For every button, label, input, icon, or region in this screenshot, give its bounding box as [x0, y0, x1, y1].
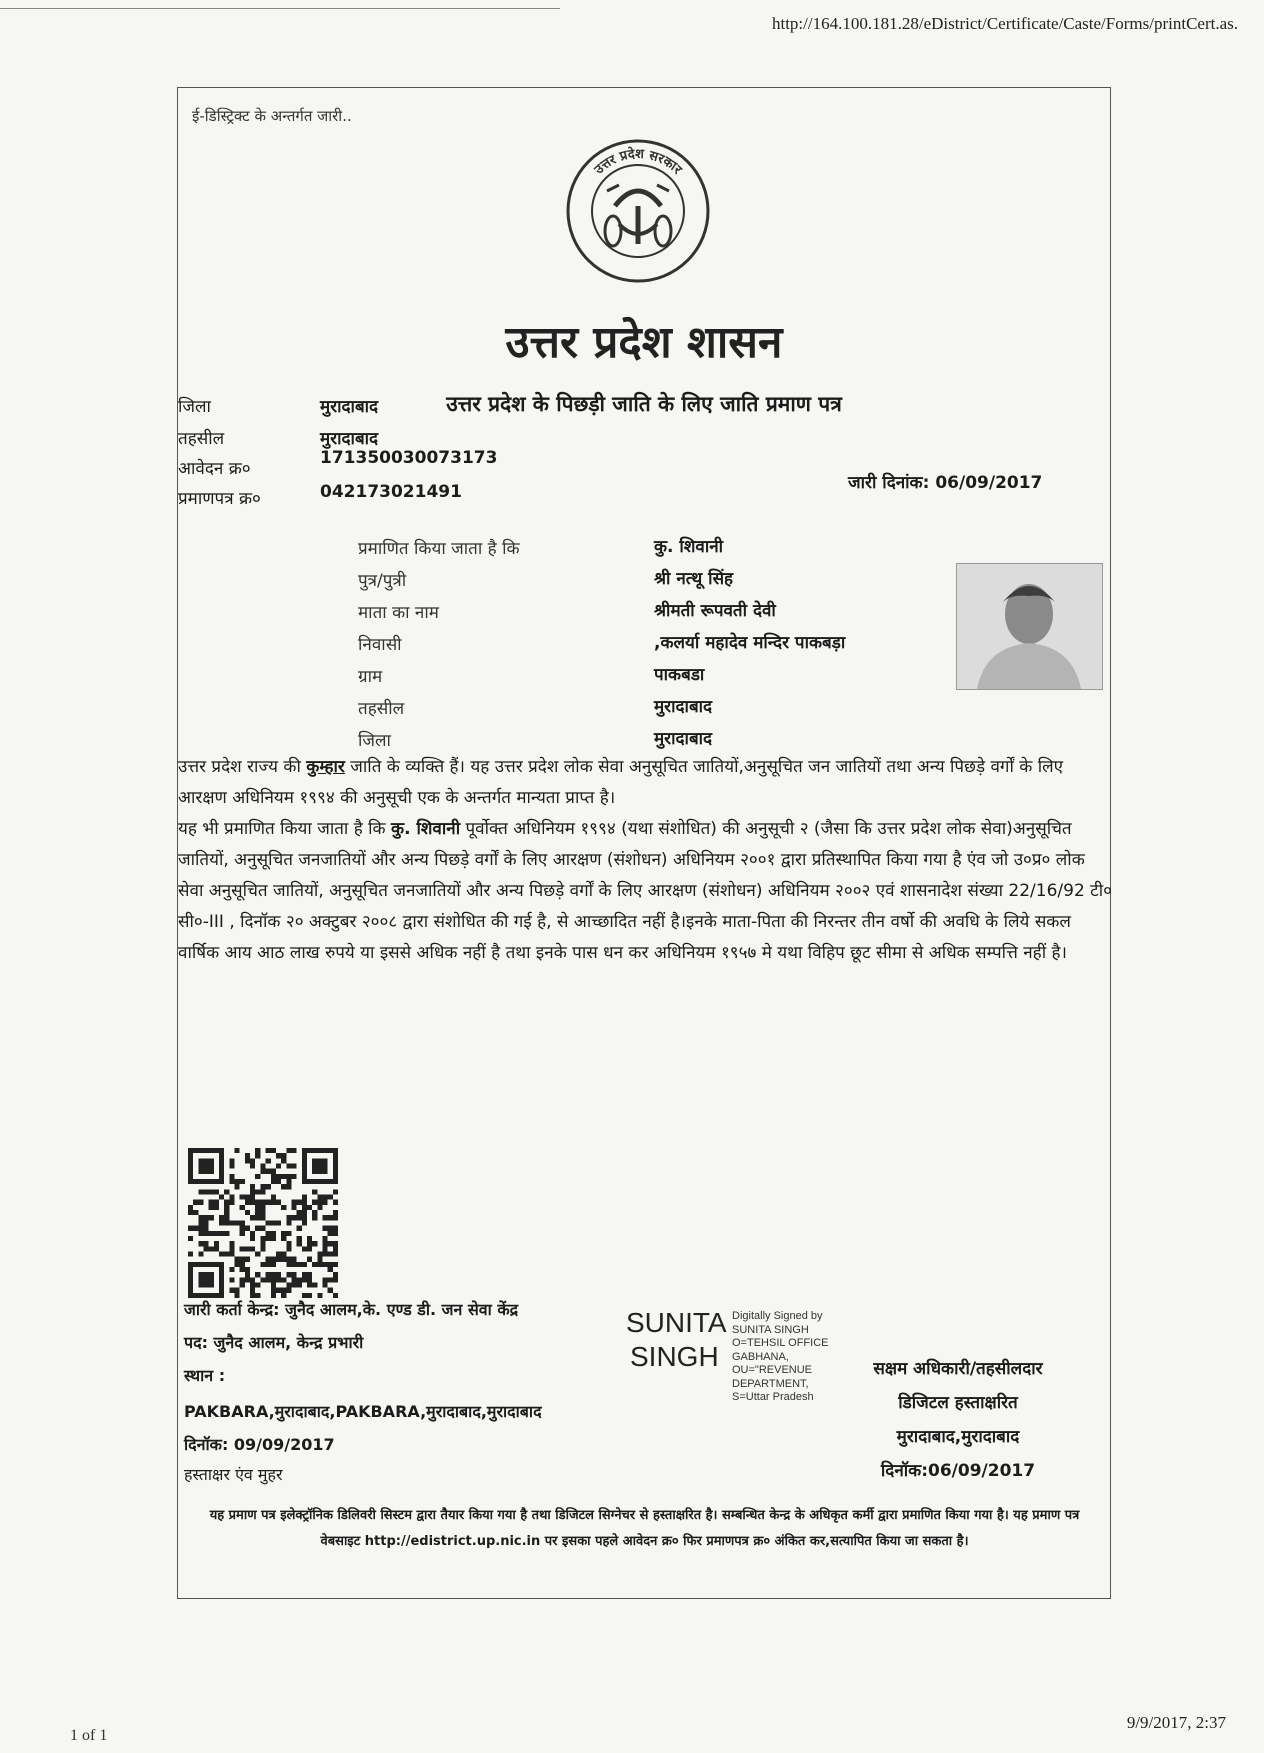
applicant-tehsil-value: मुरादाबाद	[654, 697, 713, 717]
officer-title: सक्षम अधिकारी/तहसीलदार	[873, 1359, 1043, 1379]
digital-signature-name: SUNITA SINGH	[626, 1307, 727, 1372]
caste-paragraph: उत्तर प्रदेश राज्य की कुम्हार जाति के व्यक्ति हैं। यह उत्तर प्रदेश लोक सेवा अनुसूचित जातियों,अनुसूचित जन जातियों तथा अन्य पिछड़े वर्गों के लिए आरक्षण अधिनियम १९९४ की अनुसूची एक के अन्तर्गत मान्यता प्राप्त है।	[178, 757, 1064, 808]
digital-signature-details: Digitally Signed by SUNITA SINGH O=TEHSIL OFFICE GABHANA, OU="REVENUE DEPARTMENT, S=Uttar Pradesh	[732, 1310, 829, 1403]
certificate-no-value: 042173021491	[320, 482, 462, 502]
tehsil-value: मुरादाबाद	[320, 429, 379, 449]
issuer-date: दिनॉक: 09/09/2017	[184, 1435, 335, 1454]
emblem-text: उत्तर प्रदेश सरकार	[591, 146, 685, 178]
applicant-photo	[956, 563, 1103, 690]
mother-name: श्रीमती रूपवती देवी	[654, 601, 776, 621]
certification-paragraph: यह भी प्रमाणित किया जाता है कि कु. शिवानी पूर्वोक्त अधिनियम १९९४ (यथा संशोधित) की अनुसूची २ (जैसा कि उत्तर प्रदेश लोक सेवा)अनुसूचित जातियों, अनुसूचित जनजातियों और अन्य पिछड़े वर्गों के लिए आरक्षण (संशोधन) अधिनियम २००१ द्वारा प्रतिस्थापित किया गया है एंव जो उ०प्र० लोक सेवा अनुसूचित जातियों, अनुसूचित जनजातियों और अन्य पिछड़े वर्गों के लिए आरक्षण (संशोधन) अधिनियम २००२ एवं शासनादेश संख्या 22/16/92 टी० सी०-III , दिनॉक २० अक्टुबर २००८ द्वारा संशोधित की गई है, से आच्छादित नहीं है।इनके माता-पिता की निरन्तर तीन वर्षो की अवधि के लिये सकल वार्षिक आय आठ लाख रुपये या इससे अधिक नहीं है तथा इनके पास धन कर अधिनियम १९५७ मे यथा विहिप छूट सीमा से अधिक सम्पत्ति नहीं है।	[178, 819, 1112, 963]
sign-seal-label: हस्ताक्षर एंव मुहर	[184, 1465, 283, 1484]
top-rule	[0, 8, 560, 9]
resident-label: निवासी	[358, 635, 402, 655]
village-value: पाकबडा	[654, 665, 705, 685]
issuing-centre: जारी कर्ता केन्द्र: जुनैद आलम,के. एण्ड डी. जन सेवा केंद्र	[184, 1300, 519, 1319]
certificate-no-label: प्रमाणपत्र क्र०	[178, 489, 261, 509]
qr-code	[188, 1148, 338, 1298]
applicant-district-label: जिला	[358, 731, 391, 751]
certificate	[177, 87, 1111, 1599]
father-name: श्री नत्थू सिंह	[654, 569, 734, 589]
tehsil-label: तहसील	[178, 429, 225, 449]
application-no-value: 171350030073173	[320, 448, 498, 468]
district-value: मुरादाबाद	[320, 397, 379, 417]
officer-signed: डिजिटल हस्ताक्षरित	[898, 1393, 1018, 1413]
applicant-district-value: मुरादाबाद	[654, 729, 713, 749]
certificate-subtitle: उत्तर प्रदेश के पिछड़ी जाति के लिए जाति प्रमाण पत्र	[446, 392, 842, 416]
issue-date: जारी दिनांक: 06/09/2017	[848, 473, 1043, 493]
applicant-name: कु. शिवानी	[654, 537, 724, 557]
up-emblem-icon	[563, 136, 713, 286]
resident-value: ,कलर्या महादेव मन्दिर पाकबड़ा	[654, 633, 846, 653]
edistrict-note: ई-डिस्ट्रिक्ट के अन्तर्गत जारी..	[192, 107, 352, 125]
mother-label: माता का नाम	[358, 603, 439, 623]
verification-note: यह प्रमाण पत्र इलेक्ट्रॉनिक डिलिवरी सिस्टम द्वारा तैयार किया गया है तथा डिजिटल सिग्नेचर से हस्ताक्षरित है। सम्बन्धित केन्द्र के अधिकृत कर्मी द्वारा प्रमाणित किया गया है। यह प्रमाण पत्र वेबसाइट http://edistrict.up.nic.in पर इसका पहले आवेदन क्र० फिर प्रमाणपत्र क्र० अंकित कर,सत्यापित किया जा सकता है।	[209, 1508, 1080, 1549]
officer-date: दिनॉक:06/09/2017	[880, 1461, 1036, 1481]
officer-place: मुरादाबाद,मुरादाबाद	[896, 1427, 1020, 1447]
place-label: स्थान :	[184, 1366, 226, 1385]
applicant-tehsil-label: तहसील	[358, 699, 405, 719]
district-label: जिला	[178, 397, 211, 417]
parent-label: पुत्र/पुत्री	[358, 571, 407, 591]
person-photo-icon	[957, 564, 1102, 689]
issuer-post: पद: जुनैद आलम, केन्द्र प्रभारी	[184, 1333, 364, 1352]
page-url: http://164.100.181.28/eDistrict/Certificate/Caste/Forms/printCert.as.	[771, 14, 1238, 33]
certificate-title: उत्तर प्रदेश शासन	[505, 317, 783, 368]
certified-label: प्रमाणित किया जाता है कि	[358, 539, 520, 559]
application-no-label: आवेदन क्र०	[178, 459, 251, 479]
caste-name: कुम्हार	[306, 757, 345, 777]
para-applicant-name: कु. शिवानी	[391, 819, 461, 839]
print-timestamp: 9/9/2017, 2:37	[1126, 1713, 1226, 1732]
page-count: 1 of 1	[70, 1727, 108, 1744]
village-label: ग्राम	[358, 667, 383, 687]
issuer-place: PAKBARA,मुरादाबाद,PAKBARA,मुरादाबाद,मुरादाबाद	[184, 1402, 542, 1421]
